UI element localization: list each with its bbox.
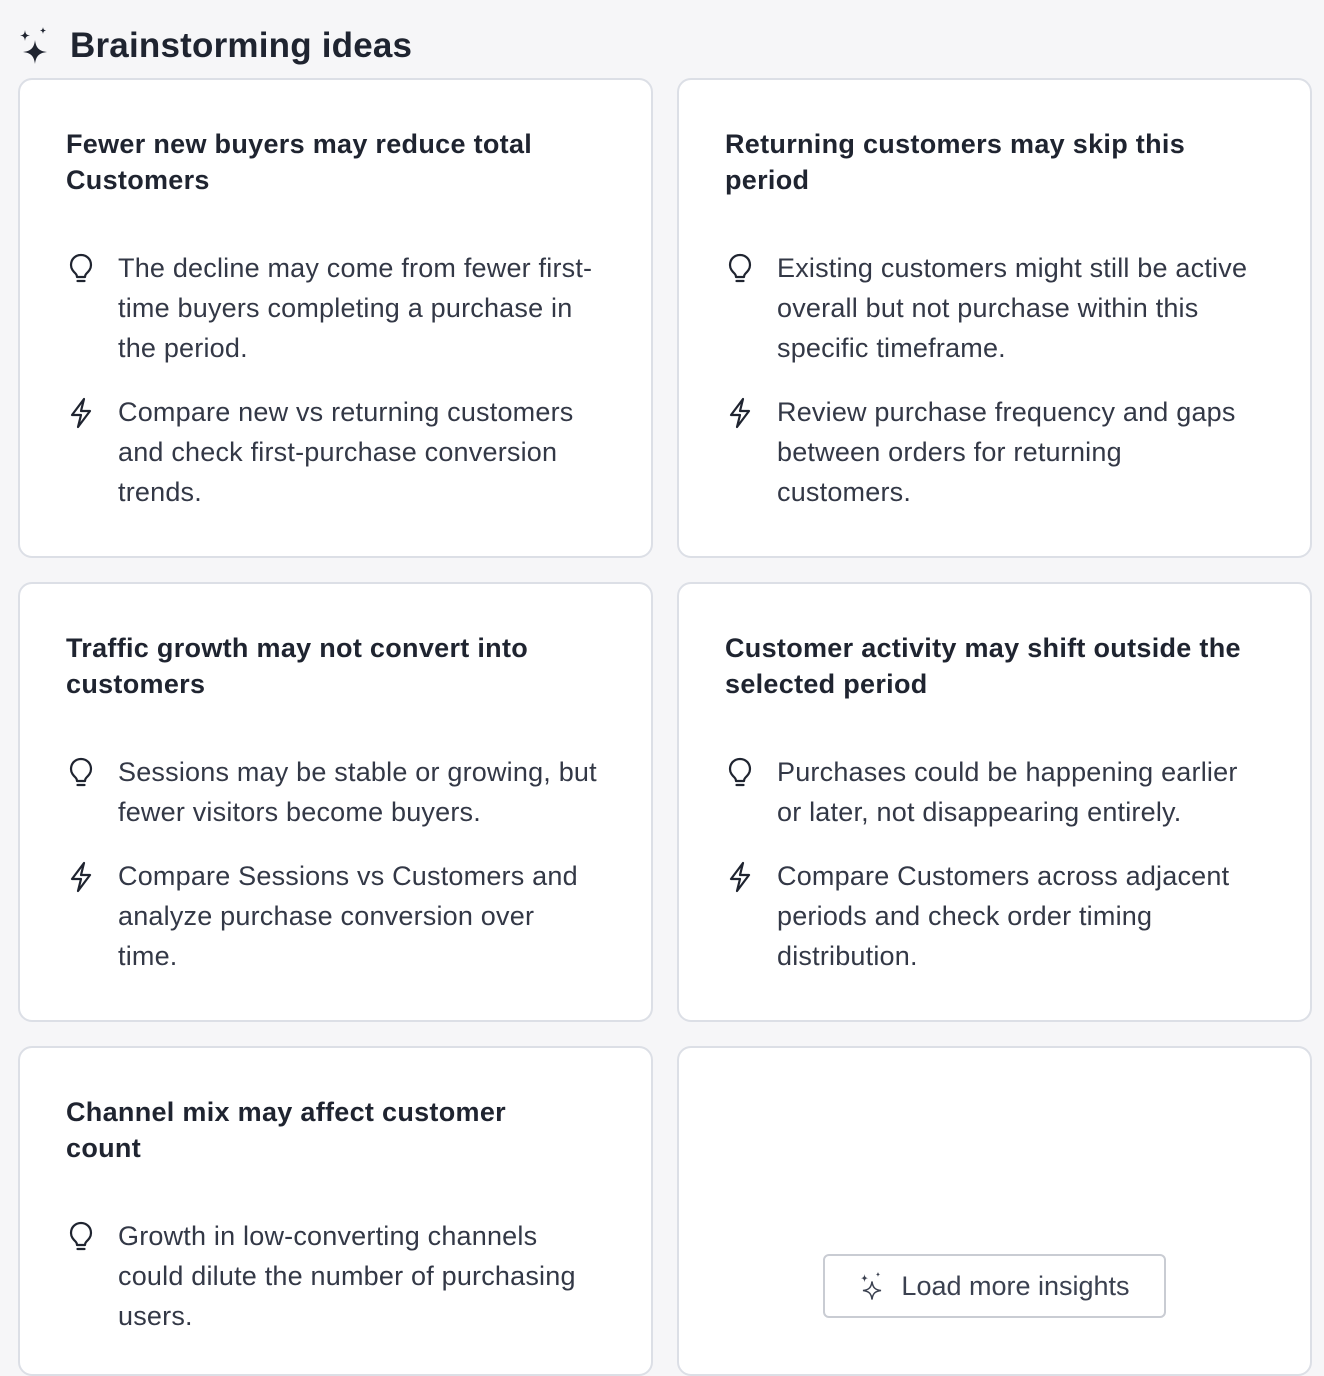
- page-title: Brainstorming ideas: [70, 26, 413, 65]
- card-title: Fewer new buyers may reduce total Customers: [66, 129, 533, 195]
- insight-card: [18, 582, 653, 1022]
- sparkles-icon: [859, 1271, 885, 1301]
- action-text: Compare Customers across adjacent periods and check order timing distribution.: [777, 861, 1230, 971]
- load-more-card: [677, 1046, 1312, 1376]
- insight-card: [677, 582, 1312, 1022]
- load-more-label: Load more insights: [901, 1270, 1130, 1301]
- card-title: Returning customers may skip this period: [725, 129, 1186, 195]
- action-item: [66, 392, 605, 512]
- sparkles-icon: [18, 26, 52, 66]
- insight-card: [18, 1046, 653, 1376]
- hypothesis-text: Sessions may be stable or growing, but fewer visitors become buyers.: [118, 757, 597, 827]
- hypothesis-item: [66, 248, 605, 368]
- insight-card: [677, 78, 1312, 558]
- action-item: [725, 392, 1264, 512]
- page-header: [18, 24, 412, 68]
- hypothesis-text: The decline may come from fewer first-time buyers completing a purchase in the period.: [118, 253, 593, 363]
- hypothesis-item: [66, 1216, 605, 1336]
- action-text: Compare Sessions vs Customers and analyze purchase conversion over time.: [118, 861, 578, 971]
- action-item: [725, 856, 1264, 976]
- hypothesis-item: [66, 752, 605, 832]
- hypothesis-item: [725, 248, 1264, 368]
- lightning-bolt-icon: [66, 860, 96, 894]
- action-item: [66, 856, 605, 976]
- insight-card: [18, 78, 653, 558]
- card-title: Traffic growth may not convert into customers: [66, 633, 529, 699]
- lightbulb-icon: [725, 252, 755, 286]
- card-title: Customer activity may shift outside the selected period: [725, 633, 1241, 699]
- lightbulb-icon: [66, 252, 96, 286]
- hypothesis-item: [725, 752, 1264, 832]
- load-more-insights-button[interactable]: [823, 1254, 1166, 1318]
- hypothesis-text: Purchases could be happening earlier or later, not disappearing entirely.: [777, 757, 1238, 827]
- hypothesis-text: Growth in low-converting channels could dilute the number of purchasing users.: [118, 1221, 576, 1331]
- card-title: Channel mix may affect customer count: [66, 1097, 506, 1163]
- lightbulb-icon: [725, 756, 755, 790]
- lightning-bolt-icon: [66, 396, 96, 430]
- lightbulb-icon: [66, 756, 96, 790]
- lightning-bolt-icon: [725, 396, 755, 430]
- lightbulb-icon: [66, 1220, 96, 1254]
- hypothesis-text: Existing customers might still be active overall but not purchase within this specific timeframe.: [777, 253, 1248, 363]
- action-text: Review purchase frequency and gaps between orders for returning customers.: [777, 397, 1236, 507]
- action-text: Compare new vs returning customers and check first-purchase conversion trends.: [118, 397, 574, 507]
- lightning-bolt-icon: [725, 860, 755, 894]
